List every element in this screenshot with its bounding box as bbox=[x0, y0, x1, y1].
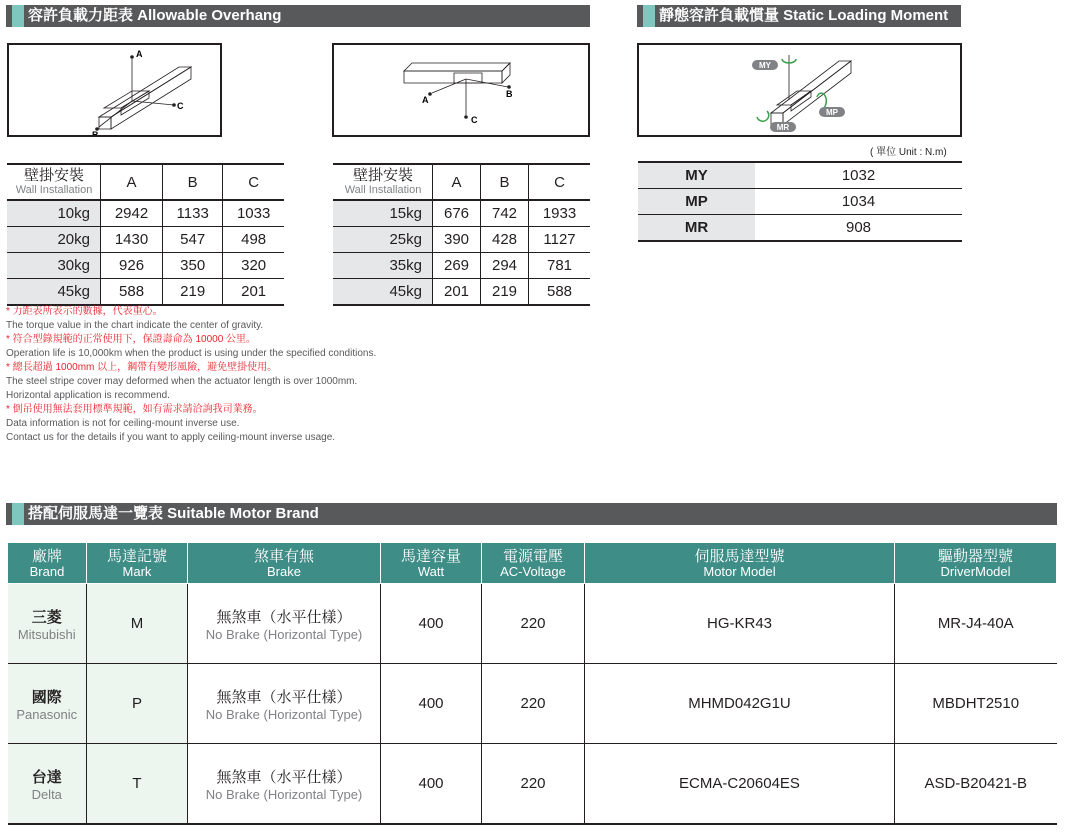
wall-installation-header: 壁掛安裝 Wall Installation bbox=[333, 164, 433, 200]
overhang-title-text: 容許負載力距表 Allowable Overhang bbox=[28, 7, 282, 24]
note-line: The torque value in the chart indicate the center of gravity. bbox=[6, 320, 264, 331]
note-line: * 符合型錄規範的正常使用下，保證壽命為 10000 公里。 bbox=[6, 334, 257, 345]
table-row: 10kg 2942 1133 1033 bbox=[7, 200, 284, 227]
voltage-header: 電源電壓 AC-Voltage bbox=[482, 543, 585, 584]
table-row: 30kg 926 350 320 bbox=[7, 253, 284, 279]
col-a-header: A bbox=[101, 164, 163, 200]
moment-section-title bbox=[637, 5, 961, 27]
note-line: * 倒吊使用無法套用標準規範，如有需求請洽詢我司業務。 bbox=[6, 404, 263, 415]
overhang-diagram-right bbox=[332, 43, 590, 137]
note-line: The steel stripe cover may deformed when the actuator length is over 1000mm. bbox=[6, 376, 358, 387]
brand-section-title bbox=[6, 503, 1057, 525]
table-row: 15kg 676 742 1933 bbox=[333, 200, 590, 227]
table-row: MY 1032 bbox=[638, 162, 962, 189]
unit-label: ( 單位 Unit : N.m) bbox=[870, 147, 947, 158]
note-line: * 力距表所表示的數據，代表重心。 bbox=[6, 306, 163, 317]
brand-title-text: 搭配伺服馬達一覽表 Suitable Motor Brand bbox=[28, 505, 319, 522]
motor-model-header: 伺服馬達型號 Motor Model bbox=[585, 543, 895, 584]
motor-brand-table bbox=[7, 542, 1057, 825]
actuator-drawing-right bbox=[334, 45, 588, 135]
label-mp: MP bbox=[826, 108, 838, 117]
note-line: Contact us for the details if you want to apply ceiling-mount inverse usage. bbox=[6, 432, 336, 443]
overhang-table-left bbox=[7, 163, 284, 306]
notes-block bbox=[6, 305, 376, 445]
watt-header: 馬達容量 Watt bbox=[381, 543, 482, 584]
label-b: B bbox=[506, 89, 513, 99]
overhang-section-title bbox=[6, 5, 590, 27]
table-row: 25kg 390 428 1127 bbox=[333, 227, 590, 253]
moment-diagram bbox=[637, 43, 962, 137]
moment-drawing bbox=[639, 45, 960, 135]
overhang-table-right bbox=[333, 163, 590, 306]
wall-installation-header: 壁掛安裝 Wall Installation bbox=[7, 164, 101, 200]
table-row: 國際 Panasonic P 無煞車（水平仕樣） No Brake (Horizontal Type) 400 220 MHMD042G1U MBDHT2510 bbox=[8, 664, 1057, 744]
note-line: * 總長超過 1000mm 以上，鋼帶有變形風險，避免壁掛使用。 bbox=[6, 362, 278, 373]
note-line: Data information is not for ceiling-mount inverse use. bbox=[6, 418, 240, 429]
note-line: Operation life is 10,000km when the product is using under the specified conditions. bbox=[6, 348, 377, 359]
label-c: C bbox=[177, 101, 184, 111]
driver-model-header: 驅動器型號 DriverModel bbox=[895, 543, 1057, 584]
table-row: MR 908 bbox=[638, 215, 962, 242]
label-my: MY bbox=[759, 61, 771, 70]
static-moment-table bbox=[638, 161, 962, 242]
note-line: Horizontal application is recommend. bbox=[6, 390, 170, 401]
moment-title-text: 靜態容許負載慣量 Static Loading Moment bbox=[659, 7, 949, 24]
col-b-header: B bbox=[481, 164, 529, 200]
table-row: 三菱 Mitsubishi M 無煞車（水平仕樣） No Brake (Horizontal Type) 400 220 HG-KR43 MR-J4-40A bbox=[8, 584, 1057, 664]
label-a: A bbox=[422, 95, 429, 105]
table-row: 35kg 269 294 781 bbox=[333, 253, 590, 279]
overhang-diagram-left bbox=[7, 43, 222, 137]
table-row: 台達 Delta T 無煞車（水平仕樣） No Brake (Horizontal Type) 400 220 ECMA-C20604ES ASD-B20421-B bbox=[8, 744, 1057, 825]
col-c-header: C bbox=[529, 164, 590, 200]
label-mr: MR bbox=[776, 123, 790, 132]
mark-header: 馬達記號 Mark bbox=[87, 543, 188, 584]
title-accent-mark bbox=[12, 5, 24, 27]
brand-header: 廠牌 Brand bbox=[8, 543, 87, 584]
table-header-row bbox=[333, 164, 590, 200]
label-a: A bbox=[136, 49, 143, 59]
label-b: B bbox=[92, 130, 99, 135]
brake-header: 煞車有無 Brake bbox=[188, 543, 381, 584]
table-row: 45kg 201 219 588 bbox=[333, 279, 590, 306]
table-header-row bbox=[7, 164, 284, 200]
table-row: 20kg 1430 547 498 bbox=[7, 227, 284, 253]
col-c-header: C bbox=[223, 164, 284, 200]
col-a-header: A bbox=[433, 164, 481, 200]
col-b-header: B bbox=[163, 164, 223, 200]
table-row: 45kg 588 219 201 bbox=[7, 279, 284, 306]
actuator-drawing-left bbox=[9, 45, 220, 135]
label-c: C bbox=[471, 115, 478, 125]
title-accent-mark bbox=[12, 503, 24, 525]
title-accent-mark bbox=[643, 5, 655, 27]
table-header-row bbox=[8, 543, 1057, 584]
table-row: MP 1034 bbox=[638, 189, 962, 215]
